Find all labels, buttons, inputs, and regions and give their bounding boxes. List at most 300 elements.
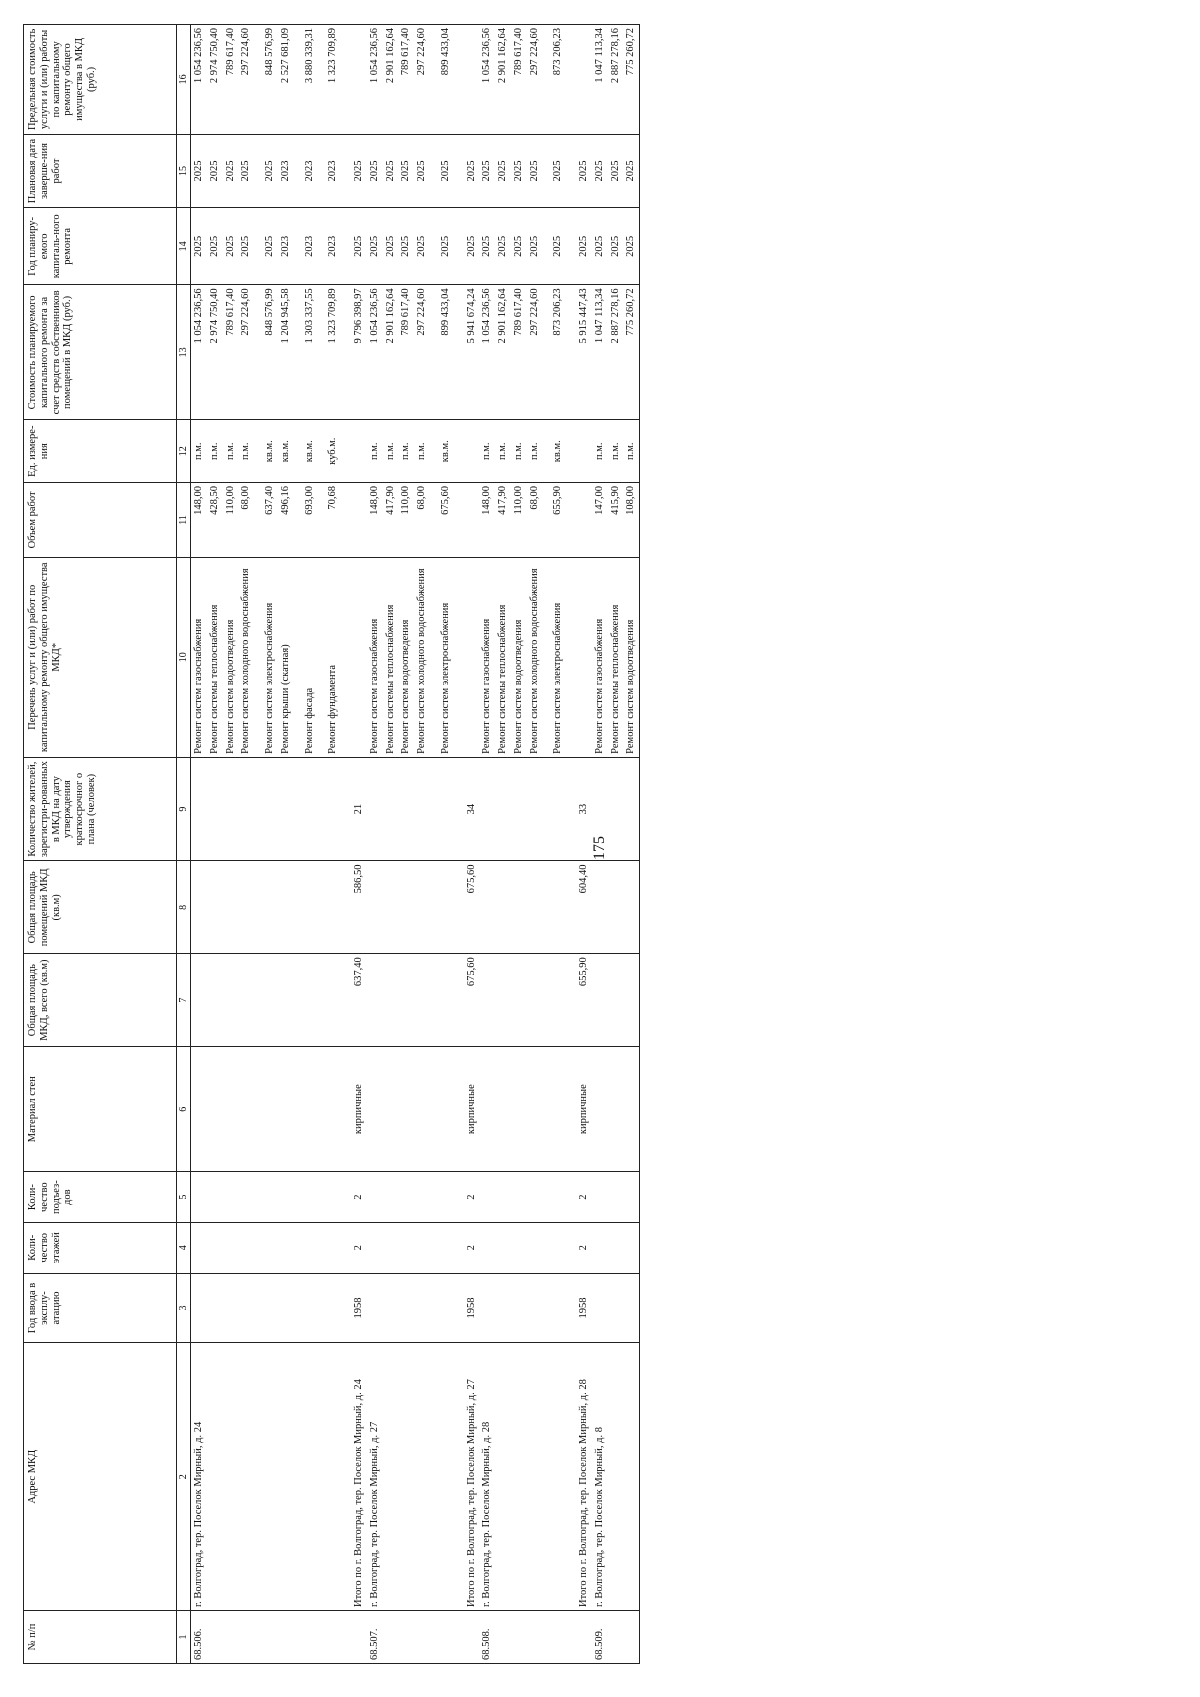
work-row-col-8 [302,861,318,954]
total-row-col-6: кирпичные [454,1047,480,1172]
work-row-col-8 [223,861,239,954]
work-row-col-11: 110,00 [398,483,414,558]
work-row-col-2 [262,1343,278,1611]
total-row-col-5: 2 [454,1172,480,1223]
total-row-col-16 [454,25,480,135]
work-row-col-5 [511,1172,527,1223]
work-row-col-3 [325,1273,341,1343]
spacer-row-col-13 [542,285,550,420]
work-row-col-8 [262,861,278,954]
work-row-col-14: 2025 [608,208,624,285]
spacer-row-col-9 [254,757,262,861]
spacer-row-col-3 [317,1273,325,1343]
work-row-col-10: Ремонт систем водоотведения [223,557,239,757]
work-row [383,25,399,1664]
total-row-col-16 [566,25,592,135]
column-header-15: Плановая дата заверше-ния работ [24,134,177,208]
spacer-row-col-8 [542,861,550,954]
work-row-col-4 [592,1222,608,1273]
total-row-col-14: 2025 [341,208,367,285]
work-row-col-14: 2025 [495,208,511,285]
total-row-col-12 [341,420,367,483]
column-number-3: 3 [177,1273,191,1343]
work-row-col-7 [398,954,414,1047]
work-row [302,25,318,1664]
work-row-col-2 [623,1343,639,1611]
work-row-col-3 [278,1273,294,1343]
spacer-row-col-9 [542,757,550,861]
work-row-col-1 [262,1610,278,1663]
work-row-col-7 [438,954,454,1047]
work-row-col-14: 2023 [302,208,318,285]
total-row-col-3: 1958 [454,1273,480,1343]
work-row-col-13: 899 433,04 [438,285,454,420]
total-row-col-12 [566,420,592,483]
work-row-col-14: 2025 [438,208,454,285]
work-row-col-15: 2025 [191,134,207,208]
work-row-col-13: 1 047 113,34 [592,285,608,420]
work-row-col-5 [592,1172,608,1223]
work-row-col-2 [325,1343,341,1611]
spacer-row-col-3 [294,1273,302,1343]
work-row-col-3 [302,1273,318,1343]
work-row-col-5 [383,1172,399,1223]
total-row-col-3: 1958 [566,1273,592,1343]
work-row-col-15: 2025 [398,134,414,208]
work-row-col-14: 2025 [592,208,608,285]
work-row-col-14: 2025 [367,208,383,285]
work-row-col-16: 1 054 236,56 [367,25,383,135]
work-row-col-6 [495,1047,511,1172]
work-row-col-8 [398,861,414,954]
work-row-col-2 [511,1343,527,1611]
work-row-col-3 [262,1273,278,1343]
spacer-row-col-6 [294,1047,302,1172]
spacer-row-col-14 [542,208,550,285]
work-row-col-2 [398,1343,414,1611]
work-row-col-14: 2025 [511,208,527,285]
column-number-10: 10 [177,557,191,757]
work-row-col-5 [207,1172,223,1223]
spacer-row-col-14 [254,208,262,285]
spacer-row-col-16 [542,25,550,135]
work-row-col-9 [511,757,527,861]
work-row-col-3 [608,1273,624,1343]
column-header-5: Коли-чество подъез-дов [24,1172,177,1223]
work-row-col-14: 2025 [414,208,430,285]
work-row-col-3 [414,1273,430,1343]
spacer-row-col-8 [317,861,325,954]
work-row-col-1 [550,1610,566,1663]
total-row-col-15: 2025 [454,134,480,208]
spacer-row-col-1 [294,1610,302,1663]
work-row-col-8 [623,861,639,954]
work-row [414,25,430,1664]
work-row-col-15: 2023 [325,134,341,208]
work-row-col-3 [550,1273,566,1343]
work-row-col-5 [238,1172,254,1223]
work-row-col-6 [623,1047,639,1172]
total-row-col-6: кирпичные [341,1047,367,1172]
spacer-row-col-2 [317,1343,325,1611]
work-row-col-10: Ремонт системы теплоснабжения [383,557,399,757]
work-row-col-11: 693,00 [302,483,318,558]
spacer-row [254,25,262,1664]
work-row-col-4 [238,1222,254,1273]
work-row-col-15: 2023 [278,134,294,208]
work-row-col-11: 68,00 [527,483,543,558]
work-row-col-6 [398,1047,414,1172]
spacer-row-col-1 [317,1610,325,1663]
work-row [398,25,414,1664]
work-row [278,25,294,1664]
work-row-col-1: 68.507. [367,1610,383,1663]
work-row [325,25,341,1664]
total-row-col-13: 9 796 398,97 [341,285,367,420]
work-row-col-13: 775 260,72 [623,285,639,420]
work-row [191,25,207,1664]
work-row-col-15: 2023 [302,134,318,208]
work-row-col-10: Ремонт систем водоотведения [511,557,527,757]
work-row-col-1: 68.509. [592,1610,608,1663]
work-row-col-10: Ремонт систем холодного водоснабжения [414,557,430,757]
work-row-col-1 [223,1610,239,1663]
spacer-row-col-13 [254,285,262,420]
work-row-col-6 [527,1047,543,1172]
spacer-row-col-7 [542,954,550,1047]
column-number-12: 12 [177,420,191,483]
work-row-col-12: кв.м. [302,420,318,483]
work-row [608,25,624,1664]
work-row-col-13: 1 204 945,58 [278,285,294,420]
work-row-col-1 [383,1610,399,1663]
work-row-col-7 [278,954,294,1047]
work-row-col-12: кв.м. [278,420,294,483]
column-number-7: 7 [177,954,191,1047]
work-row [223,25,239,1664]
work-row-col-5 [438,1172,454,1223]
work-row-col-7 [383,954,399,1047]
total-row-col-2: Итого по г. Волгоград, тер. Поселок Мирный, д. 28 [566,1343,592,1611]
spacer-row-col-7 [430,954,438,1047]
column-header-14: Год планиру-емого капиталь-ного ремонта [24,208,177,285]
work-row [238,25,254,1664]
work-row-col-3 [592,1273,608,1343]
work-row-col-4 [398,1222,414,1273]
spacer-row-col-5 [430,1172,438,1223]
work-row-col-2 [495,1343,511,1611]
work-row-col-3 [495,1273,511,1343]
work-row-col-11: 148,00 [479,483,495,558]
work-row-col-1 [623,1610,639,1663]
work-row-col-8 [479,861,495,954]
work-row-col-6 [511,1047,527,1172]
spacer-row-col-1 [542,1610,550,1663]
spacer-row-col-10 [430,557,438,757]
work-row-col-8 [325,861,341,954]
column-header-1: № п/п [24,1610,177,1663]
spacer-row-col-14 [294,208,302,285]
total-row-col-11 [341,483,367,558]
work-row-col-15: 2025 [495,134,511,208]
work-row-col-11: 415,90 [608,483,624,558]
work-row-col-2 [207,1343,223,1611]
work-row-col-1 [325,1610,341,1663]
work-row-col-5 [223,1172,239,1223]
work-row-col-9 [383,757,399,861]
work-row-col-3 [479,1273,495,1343]
work-row-col-12: п.м. [479,420,495,483]
work-row-col-7 [623,954,639,1047]
work-row-col-15: 2025 [479,134,495,208]
work-row-col-10: Ремонт фундамента [325,557,341,757]
work-row-col-16: 1 054 236,56 [191,25,207,135]
rotated-table-container [23,24,1158,1664]
work-row-col-16: 297 224,60 [238,25,254,135]
spacer-row-col-1 [430,1610,438,1663]
total-row-col-12 [454,420,480,483]
work-row-col-14: 2025 [262,208,278,285]
work-row-col-16: 297 224,60 [527,25,543,135]
work-row-col-10: Ремонт крыши (скатная) [278,557,294,757]
work-row-col-7 [414,954,430,1047]
work-row-col-7 [527,954,543,1047]
work-row-col-9 [278,757,294,861]
spacer-row-col-11 [430,483,438,558]
total-row-col-8: 604,40 [566,861,592,954]
work-row-col-13: 297 224,60 [238,285,254,420]
work-row-col-8 [191,861,207,954]
work-row-col-5 [527,1172,543,1223]
work-row-col-12: п.м. [495,420,511,483]
work-row-col-12: п.м. [414,420,430,483]
work-row-col-14: 2025 [238,208,254,285]
column-number-15: 15 [177,134,191,208]
work-row-col-2 [302,1343,318,1611]
spacer-row-col-9 [294,757,302,861]
work-row-col-8 [495,861,511,954]
work-row-col-14: 2025 [479,208,495,285]
work-row-col-14: 2025 [223,208,239,285]
work-row-col-2: г. Волгоград, тер. Поселок Мирный, д. 28 [479,1343,495,1611]
work-row-col-3 [223,1273,239,1343]
work-row [623,25,639,1664]
column-number-11: 11 [177,483,191,558]
spacer-row-col-5 [294,1172,302,1223]
work-row-col-5 [608,1172,624,1223]
work-row-col-12: п.м. [511,420,527,483]
work-row-col-5 [262,1172,278,1223]
work-row-col-1 [238,1610,254,1663]
work-row-col-4 [479,1222,495,1273]
page-number: 175 [591,836,608,860]
work-row-col-16: 848 576,99 [262,25,278,135]
work-row-col-4 [191,1222,207,1273]
total-row-col-10 [566,557,592,757]
column-number-row [177,25,191,1664]
work-row-col-2 [278,1343,294,1611]
column-header-2: Адрес МКД [24,1343,177,1611]
work-row-col-7 [262,954,278,1047]
work-row-col-2 [414,1343,430,1611]
work-row-col-4 [325,1222,341,1273]
work-row-col-11: 147,00 [592,483,608,558]
spacer-row-col-6 [542,1047,550,1172]
work-row-col-1 [438,1610,454,1663]
work-row-col-10: Ремонт систем электроснабжения [262,557,278,757]
spacer-row-col-16 [430,25,438,135]
spacer-row-col-13 [430,285,438,420]
spacer-row-col-13 [317,285,325,420]
column-number-1: 1 [177,1610,191,1663]
work-row-col-16: 1 323 709,89 [325,25,341,135]
work-row-col-4 [367,1222,383,1273]
work-row-col-14: 2025 [383,208,399,285]
work-row-col-2 [550,1343,566,1611]
work-row-col-3 [438,1273,454,1343]
work-row-col-4 [527,1222,543,1273]
work-row-col-13: 2 901 162,64 [383,285,399,420]
work-row-col-1 [511,1610,527,1663]
spacer-row-col-2 [254,1343,262,1611]
work-row-col-13: 789 617,40 [398,285,414,420]
spacer-row-col-15 [542,134,550,208]
spacer-row-col-16 [254,25,262,135]
total-row-col-2: Итого по г. Волгоград, тер. Поселок Мирный, д. 27 [454,1343,480,1611]
spacer-row-col-5 [542,1172,550,1223]
work-row-col-1 [495,1610,511,1663]
work-row-col-14: 2025 [527,208,543,285]
work-row-col-3 [527,1273,543,1343]
work-row-col-7 [207,954,223,1047]
spacer-row-col-7 [254,954,262,1047]
total-row-col-11 [454,483,480,558]
work-row-col-15: 2025 [511,134,527,208]
work-row-col-6 [383,1047,399,1172]
work-row-col-15: 2025 [550,134,566,208]
work-row-col-11: 110,00 [511,483,527,558]
work-row-col-4 [383,1222,399,1273]
work-row-col-12: п.м. [527,420,543,483]
spacer-row-col-3 [430,1273,438,1343]
work-row-col-12: п.м. [592,420,608,483]
total-row-col-15: 2025 [566,134,592,208]
total-row-col-5: 2 [566,1172,592,1223]
work-row-col-15: 2025 [367,134,383,208]
spacer-row-col-8 [254,861,262,954]
total-row-col-9: 33 [566,757,592,861]
work-row-col-16: 789 617,40 [511,25,527,135]
work-row-col-13: 1 323 709,89 [325,285,341,420]
work-row-col-4 [278,1222,294,1273]
work-row-col-11: 68,00 [414,483,430,558]
work-row-col-7 [238,954,254,1047]
work-row-col-1 [302,1610,318,1663]
work-row-col-4 [550,1222,566,1273]
work-row-col-6 [550,1047,566,1172]
work-row-col-11: 496,16 [278,483,294,558]
work-row-col-7 [191,954,207,1047]
spacer-row-col-1 [254,1610,262,1663]
work-row-col-8 [527,861,543,954]
work-row-col-6 [325,1047,341,1172]
work-row-col-10: Ремонт систем водоотведения [623,557,639,757]
work-row-col-9 [191,757,207,861]
work-row-col-13: 297 224,60 [527,285,543,420]
work-row-col-9 [325,757,341,861]
work-row-col-5 [550,1172,566,1223]
work-row-col-3 [398,1273,414,1343]
spacer-row [317,25,325,1664]
work-row-col-10: Ремонт системы теплоснабжения [608,557,624,757]
work-row-col-5 [302,1172,318,1223]
work-row-col-12: п.м. [367,420,383,483]
work-row-col-16: 789 617,40 [223,25,239,135]
work-row-col-6 [608,1047,624,1172]
work-row-col-1 [527,1610,543,1663]
work-row-col-11: 148,00 [191,483,207,558]
work-row-col-10: Ремонт систем холодного водоснабжения [238,557,254,757]
total-row [454,25,480,1664]
work-row-col-2 [527,1343,543,1611]
spacer-row [430,25,438,1664]
column-header-6: Материал стен [24,1047,177,1172]
column-number-9: 9 [177,757,191,861]
spacer-row-col-8 [430,861,438,954]
work-row-col-15: 2025 [207,134,223,208]
work-row-col-12: кв.м. [262,420,278,483]
work-row-col-5 [623,1172,639,1223]
work-row-col-13: 789 617,40 [511,285,527,420]
work-row-col-6 [191,1047,207,1172]
work-row-col-2 [383,1343,399,1611]
work-row-col-9 [527,757,543,861]
total-row-col-4: 2 [454,1222,480,1273]
work-row-col-12: кв.м. [438,420,454,483]
work-row-col-14: 2025 [207,208,223,285]
spacer-row-col-10 [254,557,262,757]
total-row-col-1 [454,1610,480,1663]
work-row-col-3 [238,1273,254,1343]
work-row-col-8 [550,861,566,954]
work-row-col-5 [414,1172,430,1223]
capital-repair-table [23,24,640,1664]
spacer-row-col-4 [317,1222,325,1273]
work-row-col-9 [414,757,430,861]
spacer-row-col-12 [542,420,550,483]
work-row-col-4 [608,1222,624,1273]
header-row [24,25,177,1664]
spacer-row-col-7 [294,954,302,1047]
work-row-col-8 [608,861,624,954]
total-row [341,25,367,1664]
work-row-col-12: п.м. [383,420,399,483]
work-row-col-9 [238,757,254,861]
spacer-row-col-6 [430,1047,438,1172]
column-header-12: Ед. измере-ния [24,420,177,483]
work-row-col-11: 108,00 [623,483,639,558]
work-row-col-8 [438,861,454,954]
work-row-col-6 [223,1047,239,1172]
work-row-col-8 [383,861,399,954]
total-row-col-13: 5 915 447,43 [566,285,592,420]
work-row-col-15: 2025 [623,134,639,208]
total-row-col-9: 34 [454,757,480,861]
work-row-col-8 [511,861,527,954]
spacer-row-col-4 [254,1222,262,1273]
spacer-row [542,25,550,1664]
work-row-col-9 [592,757,608,861]
